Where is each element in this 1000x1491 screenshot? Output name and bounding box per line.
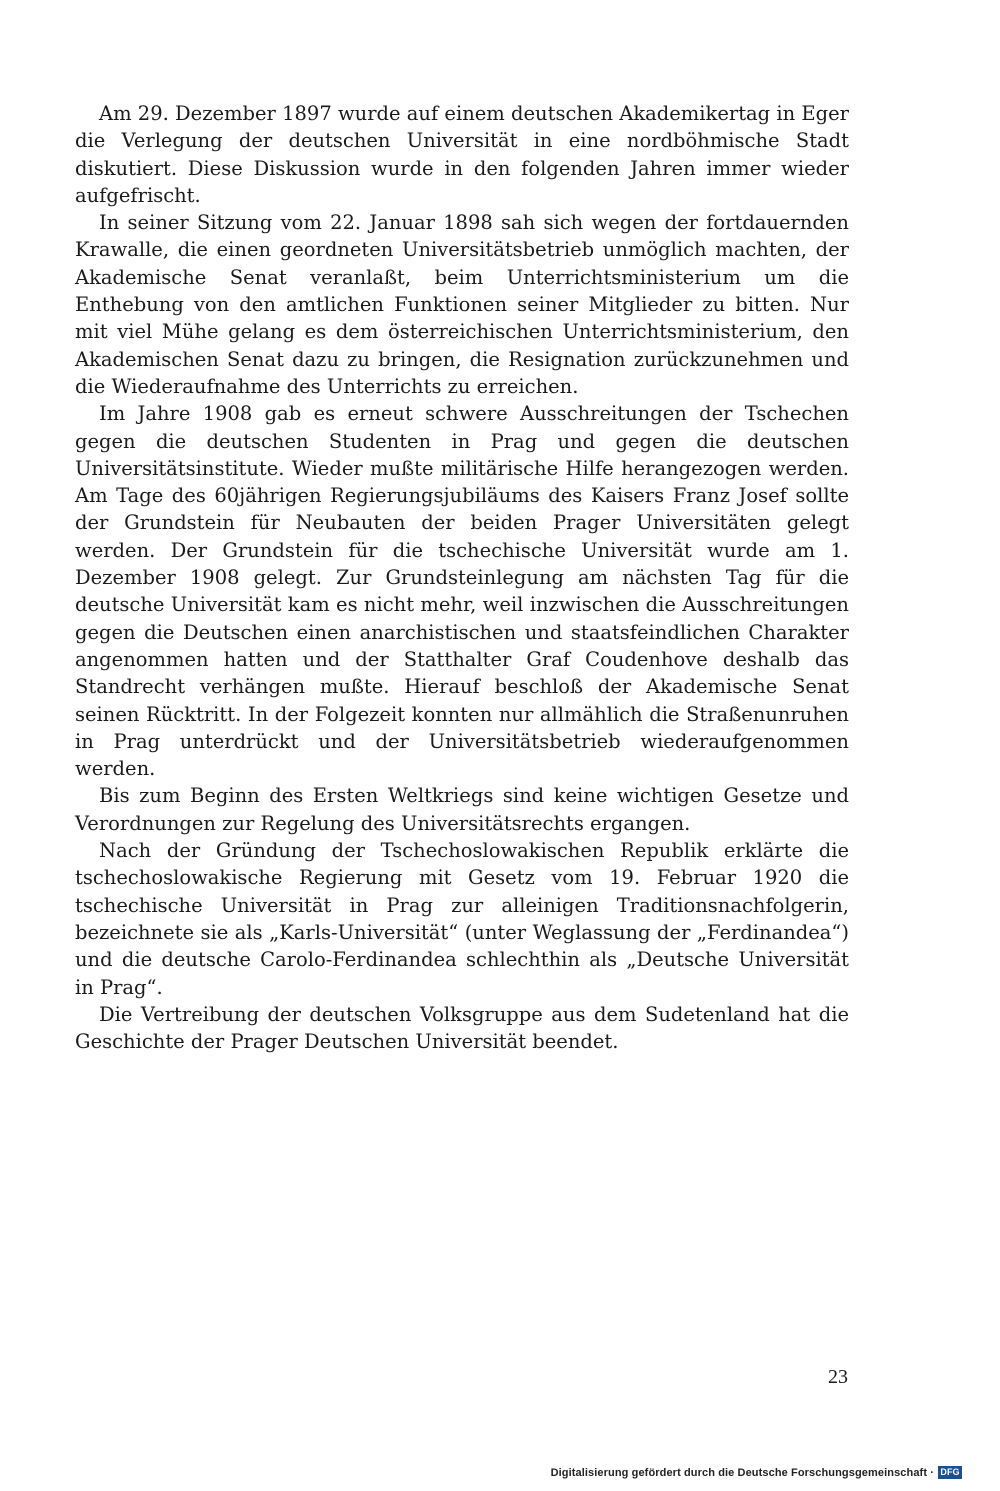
footer-credit-text: Digitalisierung gefördert durch die Deutsche Forschungsgemeinschaft ·: [550, 1466, 934, 1479]
paragraph-2: In seiner Sitzung vom 22. Januar 1898 sah sich wegen der fortdauernden Krawalle, die einen geordneten Universitätsbetrieb unmöglich machten, der Akademische Senat veranlaßt, beim Unterrichtsministerium um die Enthebung von den amtlichen Funktionen seiner Mitglieder zu bitten. Nur mit viel Mühe gelang es dem österreichischen Unterrichtsministerium, den Akademischen Senat dazu zu bringen, die Resignation zurückzunehmen und die Wiederaufnahme des Unterrichts zu erreichen.: [75, 211, 849, 398]
paragraph-6: Die Vertreibung der deutschen Volksgruppe aus dem Sudetenland hat die Geschichte der Prager Deutschen Universität beendet.: [75, 1002, 849, 1054]
page-number: 23: [828, 1366, 848, 1388]
page-body: [75, 100, 849, 1055]
dfg-logo-icon: DFG: [938, 1466, 962, 1479]
paragraph-4: Bis zum Beginn des Ersten Weltkriegs sind keine wichtigen Gesetze und Verordnungen zur Regelung des Universitätsrechts ergangen.: [75, 784, 849, 835]
paragraph-3: Im Jahre 1908 gab es erneut schwere Ausschreitungen der Tschechen gegen die deutschen Studenten in Prag und gegen die deutschen Universitätsinstitute. Wieder mußte militärische Hilfe herangezogen werden. Am Tage des 60jährigen Regierungsjubiläums des Kaisers Franz Josef sollte der Grundstein für Neubauten der beiden Prager Universitäten gelegt werden. Der Grundstein für die tschechische Universität wurde am 1. Dezember 1908 gelegt. Zur Grundsteinlegung am nächsten Tag für die deutsche Universität kam es nicht mehr, weil inzwischen die Ausschreitungen gegen die Deutschen einen anarchistischen und staatsfeindlichen Charakter angenommen hatten und der Statthalter Graf Coudenhove deshalb das Standrecht verhängen mußte. Hierauf beschloß der Akademische Senat seinen Rücktritt. In der Folgezeit konnten nur allmählich die Straßenunruhen in Prag unterdrückt und der Universitätsbetrieb wiederaufgenommen werden.: [75, 402, 849, 781]
paragraph-5: Nach der Gründung der Tschechoslowakischen Republik erklärte die tschechoslowakische Regierung mit Gesetz vom 19. Februar 1920 die tschechische Universität in Prag zur alleinigen Traditionsnachfolgerin, bezeichnete sie als „Karls-Universität“ (unter Weglassung der „Ferdinandea“) und die deutsche Carolo-Ferdinandea schlechthin als „Deutsche Universität in Prag“.: [75, 839, 849, 999]
paragraph-1: Am 29. Dezember 1897 wurde auf einem deutschen Akademikertag in Eger die Verlegung der deutschen Universität in eine nordböhmische Stadt diskutiert. Diese Diskussion wurde in den folgenden Jahren immer wieder aufgefrischt.: [75, 102, 849, 207]
footer-credit: [551, 1466, 962, 1479]
